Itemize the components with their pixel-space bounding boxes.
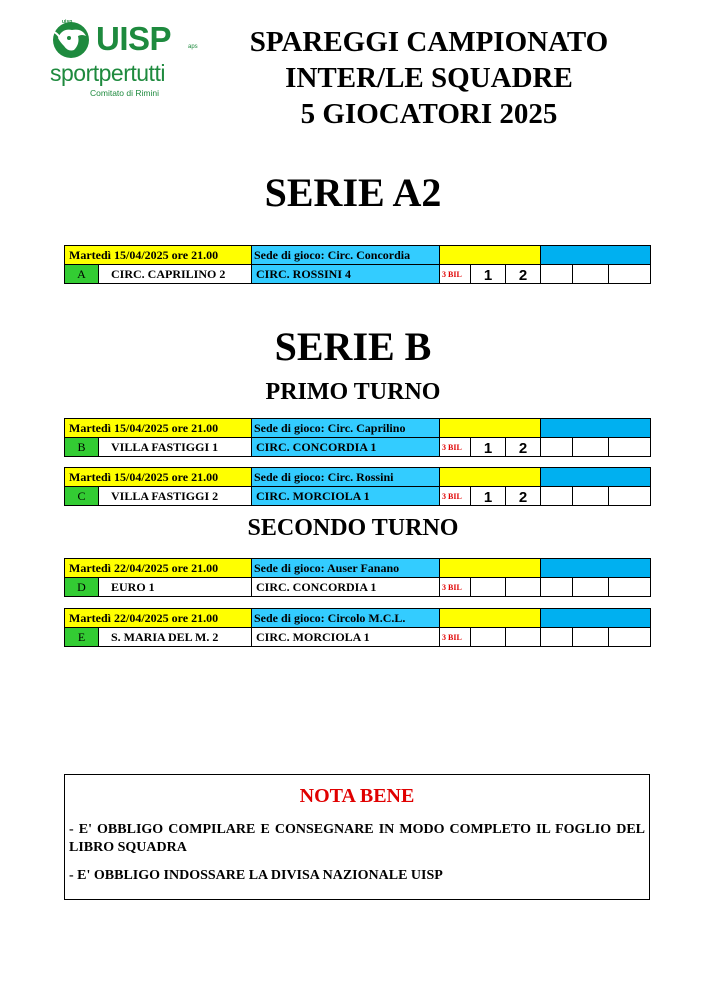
match-row [65,487,651,506]
uisp-logo [48,18,208,110]
score-cell-4 [573,578,609,597]
note-heading: NOTA BENE [299,785,415,807]
match-date: Martedì 15/04/2025 ore 21.00 [65,419,252,438]
away-team: CIRC. CONCORDIA 1 [252,578,440,597]
score-header-yellow [440,559,541,578]
score-cell-5 [609,578,651,597]
score-cell-1: 1 [471,265,506,284]
match-letter: A [65,265,99,284]
match-table [64,418,650,458]
bil-label: 3 BIL [440,578,471,597]
home-team: VILLA FASTIGGI 2 [99,487,252,506]
note-line-1: - E' OBBLIGO COMPILARE E CONSEGNARE IN MODO COMPLETO IL FOGLIO DEL LIBRO SQUADRA [69,822,645,855]
match-letter: B [65,438,99,457]
logo-committee: Comitato di Rimini [90,88,159,98]
bil-label: 3 BIL [440,265,471,284]
away-team: CIRC. MORCIOLA 1 [252,487,440,506]
match-table [64,245,650,285]
match-row [65,628,651,647]
match-letter: C [65,487,99,506]
match-header-row [65,559,651,578]
home-team: S. MARIA DEL M. 2 [99,628,252,647]
match-table [64,467,650,507]
match-row [65,265,651,284]
match-header-row [65,419,651,438]
score-cell-4 [573,438,609,457]
bil-label: 3 BIL [440,628,471,647]
title-line-3: 5 GIOCATORI 2025 [300,98,558,130]
match-letter: D [65,578,99,597]
match-row [65,438,651,457]
home-team: VILLA FASTIGGI 1 [99,438,252,457]
document-title [208,24,650,132]
logo-suffix: aps [188,44,198,50]
bil-label: 3 BIL [440,487,471,506]
title-line-2: INTER/LE SQUADRE [285,62,573,94]
score-header-blue [541,246,651,265]
score-cell-5 [609,438,651,457]
score-header-blue [541,468,651,487]
away-team: CIRC. MORCIOLA 1 [252,628,440,647]
match-venue: Sede di gioco: Circ. Caprilino [252,419,440,438]
match-date: Martedì 15/04/2025 ore 21.00 [65,246,252,265]
score-cell-3 [541,438,573,457]
away-team: CIRC. ROSSINI 4 [252,265,440,284]
score-header-yellow [440,246,541,265]
score-header-yellow [440,419,541,438]
match-letter: E [65,628,99,647]
match-venue: Sede di gioco: Auser Fanano [252,559,440,578]
match-grid [64,245,651,284]
logo-brand: UISP [96,20,172,57]
match-date: Martedì 22/04/2025 ore 21.00 [65,609,252,628]
score-header-yellow [440,609,541,628]
score-cell-1: 1 [471,487,506,506]
score-header-yellow [440,468,541,487]
bil-label: 3 BIL [440,438,471,457]
score-header-blue [541,419,651,438]
match-header-row [65,468,651,487]
score-cell-2: 2 [506,487,541,506]
match-grid [64,558,651,597]
note-line-2: - E' OBBLIGO INDOSSARE LA DIVISA NAZIONALE UISP [69,868,443,883]
score-cell-2 [506,578,541,597]
match-date: Martedì 15/04/2025 ore 21.00 [65,468,252,487]
logo-tagline: sportpertutti [50,60,165,86]
score-cell-3 [541,578,573,597]
score-cell-4 [573,487,609,506]
bull-icon [48,20,94,60]
match-venue: Sede di gioco: Circ. Rossini [252,468,440,487]
serie-b-heading: SERIE B [274,324,432,369]
away-team: CIRC. CONCORDIA 1 [252,438,440,457]
home-team: EURO 1 [99,578,252,597]
match-header-row [65,609,651,628]
score-cell-5 [609,628,651,647]
note-box [64,774,650,900]
score-cell-4 [573,628,609,647]
score-cell-2: 2 [506,438,541,457]
score-header-blue [541,559,651,578]
match-row [65,578,651,597]
score-cell-2 [506,628,541,647]
match-table [64,558,650,598]
score-cell-5 [609,265,651,284]
primo-turno-heading: PRIMO TURNO [265,379,441,405]
match-table [64,608,650,648]
home-team: CIRC. CAPRILINO 2 [99,265,252,284]
logo-small-text: uisp [62,19,73,25]
score-cell-1 [471,578,506,597]
score-cell-4 [573,265,609,284]
score-cell-3 [541,487,573,506]
match-grid [64,418,651,457]
match-grid [64,467,651,506]
secondo-turno-heading: SECONDO TURNO [247,515,459,541]
serie-a2-heading: SERIE A2 [264,170,442,215]
score-header-blue [541,609,651,628]
score-cell-2: 2 [506,265,541,284]
match-header-row [65,246,651,265]
title-line-1: SPAREGGI CAMPIONATO [249,26,609,58]
match-date: Martedì 22/04/2025 ore 21.00 [65,559,252,578]
match-venue: Sede di gioco: Circolo M.C.L. [252,609,440,628]
score-cell-3 [541,265,573,284]
match-grid [64,608,651,647]
score-cell-1: 1 [471,438,506,457]
match-venue: Sede di gioco: Circ. Concordia [252,246,440,265]
score-cell-1 [471,628,506,647]
score-cell-3 [541,628,573,647]
score-cell-5 [609,487,651,506]
